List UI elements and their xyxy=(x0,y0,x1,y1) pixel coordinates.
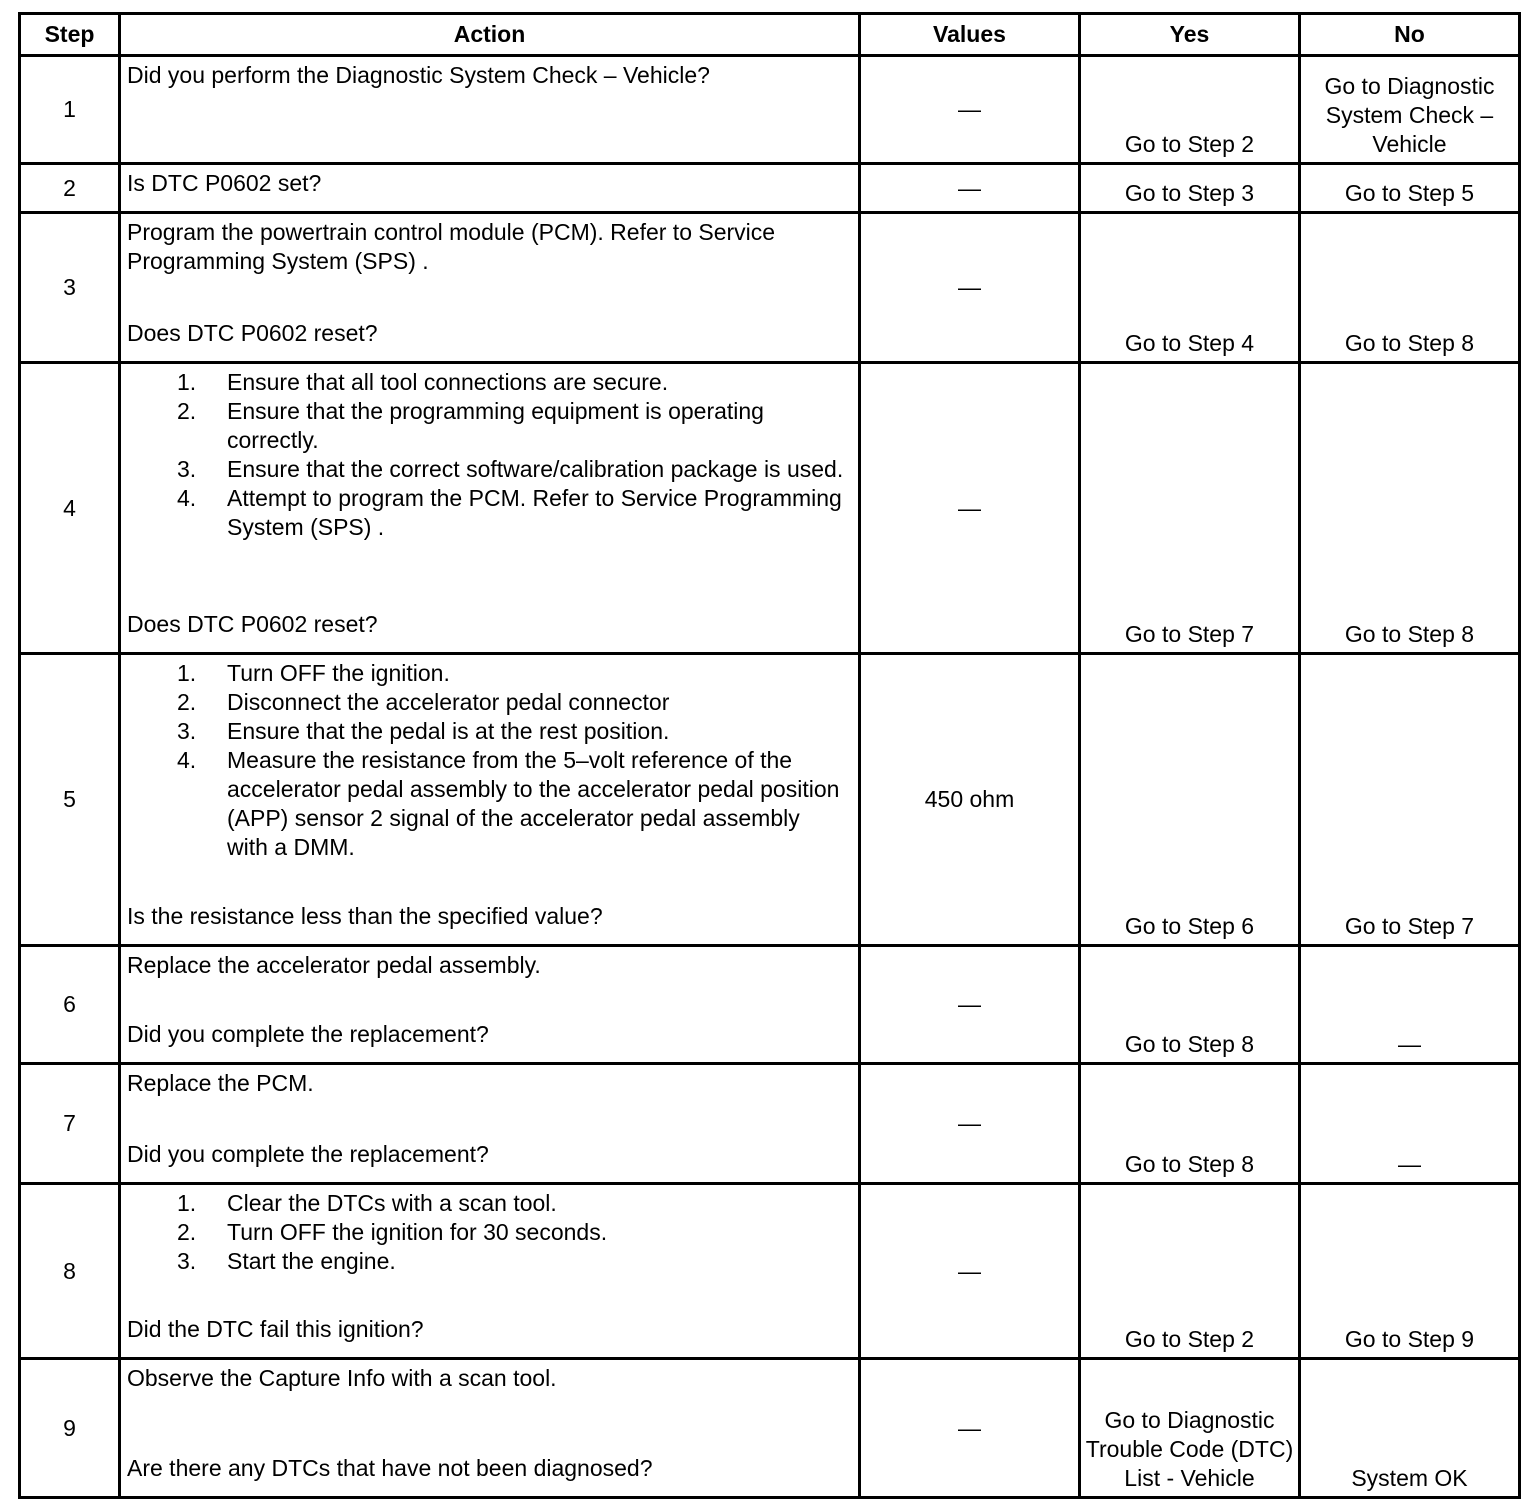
list-item xyxy=(127,1218,846,1247)
action-instructions xyxy=(127,61,846,90)
action-content xyxy=(127,368,846,639)
action-steps-list xyxy=(127,368,846,542)
table-body xyxy=(20,56,1520,1498)
action-instructions xyxy=(127,368,846,542)
action-question: Did you complete the replacement? xyxy=(127,1141,489,1167)
list-item-text: Clear the DTCs with a scan tool. xyxy=(227,1190,557,1216)
yes-cell: Go to Step 3 xyxy=(1080,164,1300,213)
action-content xyxy=(127,218,846,348)
values-cell: — xyxy=(860,1064,1080,1184)
no-cell: Go to Step 7 xyxy=(1300,654,1520,946)
action-instructions xyxy=(127,1069,846,1098)
header-row xyxy=(20,14,1520,56)
yes-cell: Go to Step 2 xyxy=(1080,56,1300,164)
action-cell xyxy=(120,654,860,946)
list-item-text: Measure the resistance from the 5–volt reference of the accelerator pedal assembly to the accelerator pedal position (APP) sensor 2 signal of the accelerator pedal assembly with a DMM. xyxy=(227,747,840,860)
list-item xyxy=(127,659,846,688)
action-text: Is DTC P0602 set? xyxy=(127,170,322,196)
yes-cell: Go to Step 6 xyxy=(1080,654,1300,946)
action-question: Is the resistance less than the specified value? xyxy=(127,903,603,929)
header-values: Values xyxy=(860,14,1080,56)
table-row xyxy=(20,946,1520,1064)
yes-cell: Go to Step 2 xyxy=(1080,1184,1300,1359)
list-item-text: Attempt to program the PCM. Refer to Service Programming System (SPS) . xyxy=(227,485,842,540)
list-item-text: Start the engine. xyxy=(227,1248,396,1274)
values-cell: — xyxy=(860,1359,1080,1498)
action-cell xyxy=(120,164,860,213)
table-row xyxy=(20,1184,1520,1359)
table-row xyxy=(20,164,1520,213)
action-steps-list xyxy=(127,659,846,862)
list-item-number: 4. xyxy=(177,747,197,773)
yes-cell: Go to Step 8 xyxy=(1080,1064,1300,1184)
action-cell xyxy=(120,1359,860,1498)
table-row xyxy=(20,56,1520,164)
no-cell: Go to Step 5 xyxy=(1300,164,1520,213)
no-cell: — xyxy=(1300,946,1520,1064)
action-content xyxy=(127,1364,846,1483)
action-content xyxy=(127,61,846,149)
list-item xyxy=(127,1247,846,1276)
list-item xyxy=(127,746,846,862)
action-cell xyxy=(120,946,860,1064)
action-instructions xyxy=(127,951,846,980)
list-item-text: Ensure that the correct software/calibration package is used. xyxy=(227,456,844,482)
action-cell xyxy=(120,213,860,363)
action-instructions xyxy=(127,659,846,862)
table-row xyxy=(20,1064,1520,1184)
action-content xyxy=(127,1189,846,1344)
list-item xyxy=(127,368,846,397)
values-cell: — xyxy=(860,946,1080,1064)
list-item-number: 1. xyxy=(177,369,197,395)
header-action: Action xyxy=(120,14,860,56)
action-question: Did you complete the replacement? xyxy=(127,1021,489,1047)
action-instructions xyxy=(127,218,846,276)
list-item-text: Ensure that the pedal is at the rest position. xyxy=(227,718,670,744)
step-number: 9 xyxy=(20,1359,120,1498)
values-cell: — xyxy=(860,213,1080,363)
action-question: Does DTC P0602 reset? xyxy=(127,611,378,637)
action-question: Did the DTC fail this ignition? xyxy=(127,1316,424,1342)
yes-cell: Go to Diagnostic Trouble Code (DTC) List - Vehicle xyxy=(1080,1359,1300,1498)
action-text: Did you perform the Diagnostic System Check – Vehicle? xyxy=(127,62,710,88)
action-content xyxy=(127,169,846,198)
list-item-number: 3. xyxy=(177,1248,197,1274)
action-instructions xyxy=(127,1364,846,1393)
table-row xyxy=(20,213,1520,363)
step-number: 4 xyxy=(20,363,120,654)
yes-cell: Go to Step 8 xyxy=(1080,946,1300,1064)
step-number: 8 xyxy=(20,1184,120,1359)
action-question: Does DTC P0602 reset? xyxy=(127,320,378,346)
action-text: Program the powertrain control module (PCM). Refer to Service Programming System (SPS) . xyxy=(127,219,776,274)
list-item-number: 4. xyxy=(177,485,197,511)
action-instructions xyxy=(127,169,846,198)
list-item-number: 1. xyxy=(177,660,197,686)
step-number: 6 xyxy=(20,946,120,1064)
list-item-text: Turn OFF the ignition. xyxy=(227,660,450,686)
list-item xyxy=(127,397,846,455)
yes-cell: Go to Step 7 xyxy=(1080,363,1300,654)
list-item-number: 2. xyxy=(177,689,197,715)
step-number: 2 xyxy=(20,164,120,213)
header-no: No xyxy=(1300,14,1520,56)
values-cell: — xyxy=(860,56,1080,164)
list-item-number: 1. xyxy=(177,1190,197,1216)
step-number: 7 xyxy=(20,1064,120,1184)
yes-cell: Go to Step 4 xyxy=(1080,213,1300,363)
action-text: Replace the accelerator pedal assembly. xyxy=(127,952,541,978)
list-item-number: 3. xyxy=(177,456,197,482)
list-item-text: Turn OFF the ignition for 30 seconds. xyxy=(227,1219,608,1245)
action-text: Observe the Capture Info with a scan tool. xyxy=(127,1365,557,1391)
no-cell: System OK xyxy=(1300,1359,1520,1498)
header-yes: Yes xyxy=(1080,14,1300,56)
list-item-text: Disconnect the accelerator pedal connector xyxy=(227,689,670,715)
list-item xyxy=(127,1189,846,1218)
no-cell: Go to Step 9 xyxy=(1300,1184,1520,1359)
no-cell: — xyxy=(1300,1064,1520,1184)
values-cell: — xyxy=(860,363,1080,654)
action-steps-list xyxy=(127,1189,846,1276)
list-item xyxy=(127,455,846,484)
action-question: Are there any DTCs that have not been diagnosed? xyxy=(127,1455,653,1481)
values-cell: — xyxy=(860,1184,1080,1359)
list-item-text: Ensure that all tool connections are secure. xyxy=(227,369,669,395)
action-content xyxy=(127,1069,846,1169)
list-item xyxy=(127,717,846,746)
table-row xyxy=(20,363,1520,654)
no-cell: Go to Step 8 xyxy=(1300,363,1520,654)
step-number: 5 xyxy=(20,654,120,946)
action-cell xyxy=(120,1064,860,1184)
action-cell xyxy=(120,1184,860,1359)
list-item xyxy=(127,484,846,542)
list-item-number: 2. xyxy=(177,1219,197,1245)
list-item xyxy=(127,688,846,717)
action-content xyxy=(127,951,846,1049)
table-row xyxy=(20,654,1520,946)
list-item-number: 3. xyxy=(177,718,197,744)
action-instructions xyxy=(127,1189,846,1276)
action-cell xyxy=(120,363,860,654)
list-item-text: Ensure that the programming equipment is operating correctly. xyxy=(227,398,764,453)
step-number: 3 xyxy=(20,213,120,363)
no-cell: Go to Step 8 xyxy=(1300,213,1520,363)
step-number: 1 xyxy=(20,56,120,164)
action-content xyxy=(127,659,846,931)
header-step: Step xyxy=(20,14,120,56)
diagnostic-table xyxy=(18,12,1521,1499)
no-cell: Go to Diagnostic System Check – Vehicle xyxy=(1300,56,1520,164)
action-cell xyxy=(120,56,860,164)
list-item-number: 2. xyxy=(177,398,197,424)
values-cell: 450 ohm xyxy=(860,654,1080,946)
table-row xyxy=(20,1359,1520,1498)
action-text: Replace the PCM. xyxy=(127,1070,314,1096)
values-cell: — xyxy=(860,164,1080,213)
